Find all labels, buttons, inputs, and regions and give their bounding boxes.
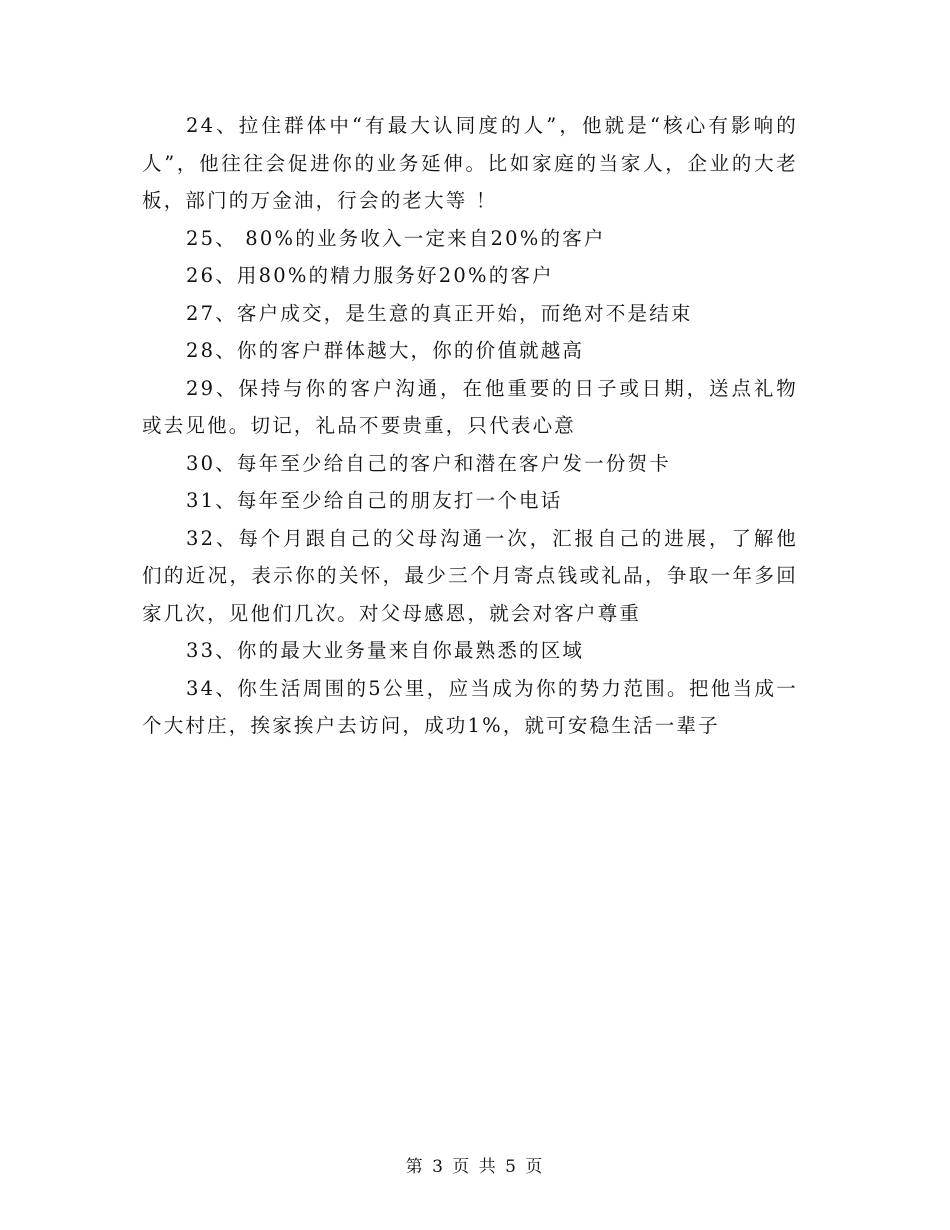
page-number-footer: 第 3 页 共 5 页 — [405, 1157, 545, 1177]
paragraph-item-32: 32、每个月跟自己的父母沟通一次，汇报自己的进展，了解他们的近况，表示你的关怀，最少三个月寄点钱或礼品，争取一年多回家几次，见他们几次。对父母感恩，就会对客户尊重 — [142, 526, 798, 625]
paragraph-item-34: 34、你生活周围的5公里，应当成为你的势力范围。把他当成一个大村庄，挨家挨户去访问，成功1%，就可安稳生活一辈子 — [142, 676, 798, 737]
paragraph-item-30: 30、每年至少给自己的客户和潜在客户发一份贺卡 — [186, 451, 671, 475]
paragraph-item-24: 24、拉住群体中“有最大认同度的人”，他就是“核心有影响的人”，他往往会促进你的业务延伸。比如家庭的当家人，企业的大老板，部门的万金油，行会的老大等 ！ — [142, 114, 798, 212]
paragraph-item-28: 28、你的客户群体越大，你的价值就越高 — [186, 339, 585, 362]
document-body — [142, 107, 798, 745]
paragraph-item-29: 29、保持与你的客户沟通，在他重要的日子或日期，送点礼物或去见他。切记，礼品不要贵重，只代表心意 — [142, 376, 798, 437]
paragraph-item-25: 25、 80%的业务收入一定来自20%的客户 — [186, 226, 606, 250]
paragraph-item-26: 26、用80%的精力服务好20%的客户 — [186, 264, 554, 287]
paragraph-item-31: 31、每年至少给自己的朋友打一个电话 — [186, 489, 563, 512]
paragraph-item-33: 33、你的最大业务量来自你最熟悉的区域 — [186, 639, 585, 662]
paragraph-item-27: 27、客户成交，是生意的真正开始，而绝对不是结束 — [186, 301, 693, 325]
